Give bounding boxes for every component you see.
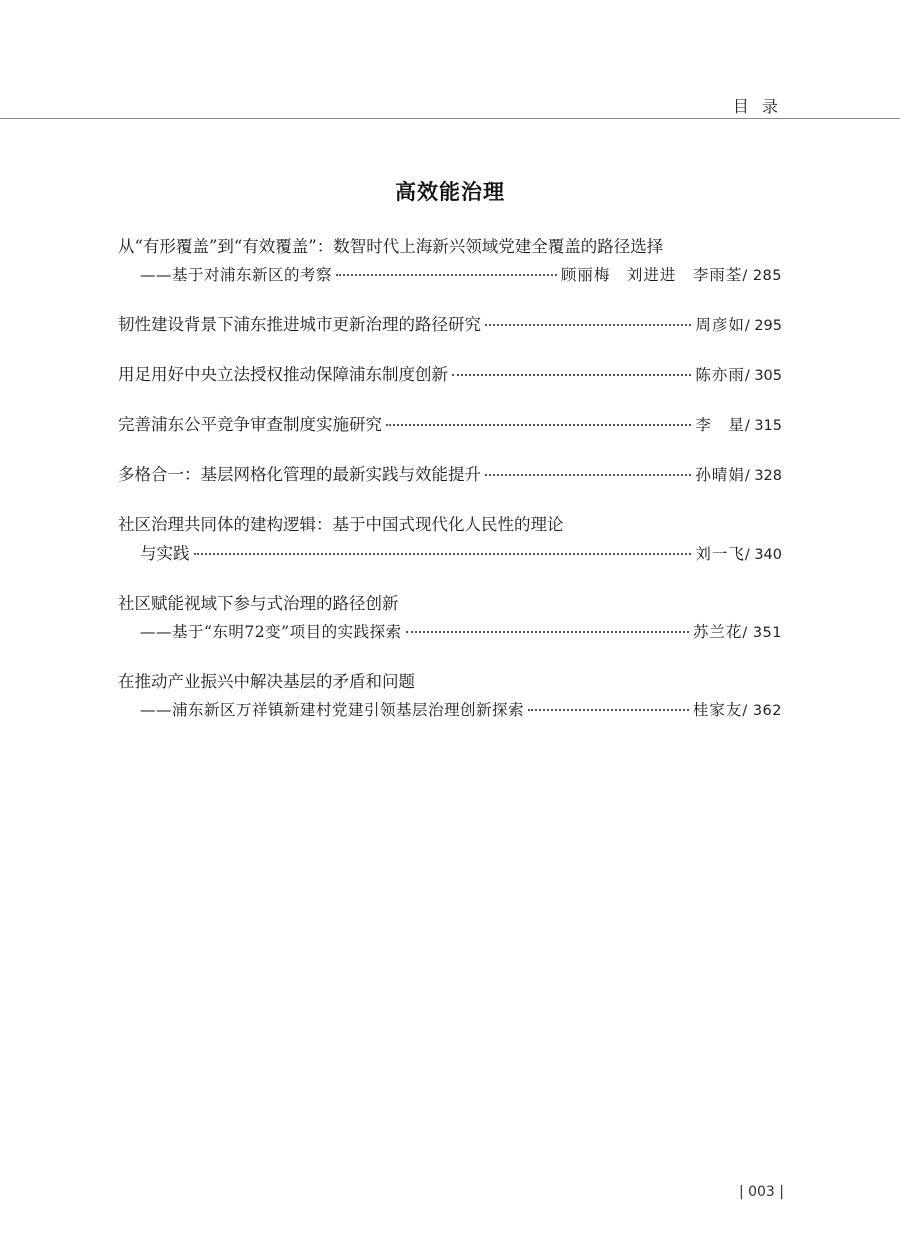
toc-entry[interactable] xyxy=(118,360,782,391)
entry-title: 在推动产业振兴中解决基层的矛盾和问题 xyxy=(118,672,415,691)
entry-page: / 305 xyxy=(744,368,782,384)
page-folio: | 003 | xyxy=(738,1184,784,1200)
toc-entry[interactable] xyxy=(118,589,782,648)
header-rule xyxy=(0,118,900,119)
entry-page: / 315 xyxy=(744,418,782,434)
entry-page: / 285 xyxy=(742,268,782,284)
entry-author: 周彦如 xyxy=(695,316,745,334)
dot-leader xyxy=(485,474,691,476)
entry-page: / 328 xyxy=(744,468,782,484)
table-of-contents xyxy=(118,232,782,745)
entry-author: 桂家友 xyxy=(692,701,743,719)
dot-leader xyxy=(452,374,691,376)
entry-page: / 295 xyxy=(744,318,782,334)
entry-author: 顾丽梅 刘进进 李雨荃 xyxy=(560,266,743,284)
dot-leader xyxy=(528,709,689,711)
entry-author: 刘一飞 xyxy=(695,545,745,563)
entry-title: 用足用好中央立法授权推动保障浦东制度创新 xyxy=(118,365,448,384)
entry-title: 从“有形覆盖”到“有效覆盖”：数智时代上海新兴领域党建全覆盖的路径选择 xyxy=(118,237,664,256)
entry-title: 社区治理共同体的建构逻辑：基于中国式现代化人民性的理论 xyxy=(118,515,564,534)
entry-author: 陈亦雨 xyxy=(695,366,745,384)
toc-entry[interactable] xyxy=(118,410,782,441)
entry-title: 多格合一：基层网格化管理的最新实践与效能提升 xyxy=(118,465,481,484)
entry-page: / 351 xyxy=(742,625,782,641)
entry-subtitle: ——浦东新区万祥镇新建村党建引领基层治理创新探索 xyxy=(140,701,525,719)
running-head: 目 录 xyxy=(732,97,782,116)
dot-leader xyxy=(336,274,557,276)
toc-entry[interactable] xyxy=(118,667,782,726)
dot-leader xyxy=(406,631,689,633)
dot-leader xyxy=(194,553,692,555)
entry-author: 孙晴娟 xyxy=(695,466,745,484)
toc-entry[interactable] xyxy=(118,510,782,570)
entry-subtitle: ——基于“东明72变”项目的实践探索 xyxy=(140,623,402,641)
entry-title: 社区赋能视域下参与式治理的路径创新 xyxy=(118,594,399,613)
entry-title: 完善浦东公平竞争审查制度实施研究 xyxy=(118,415,382,434)
section-title: 高效能治理 xyxy=(395,180,505,204)
toc-entry[interactable] xyxy=(118,460,782,491)
entry-page: / 362 xyxy=(742,703,782,719)
entry-page: / 340 xyxy=(744,547,782,563)
toc-entry[interactable] xyxy=(118,310,782,341)
entry-author: 苏兰花 xyxy=(692,623,743,641)
entry-title: 韧性建设背景下浦东推进城市更新治理的路径研究 xyxy=(118,315,481,334)
entry-author: 李 星 xyxy=(695,416,745,434)
entry-subtitle: ——基于对浦东新区的考察 xyxy=(140,266,333,284)
dot-leader xyxy=(485,324,691,326)
toc-entry[interactable] xyxy=(118,232,782,291)
entry-title-continuation: 与实践 xyxy=(140,544,190,563)
dot-leader xyxy=(386,424,691,426)
